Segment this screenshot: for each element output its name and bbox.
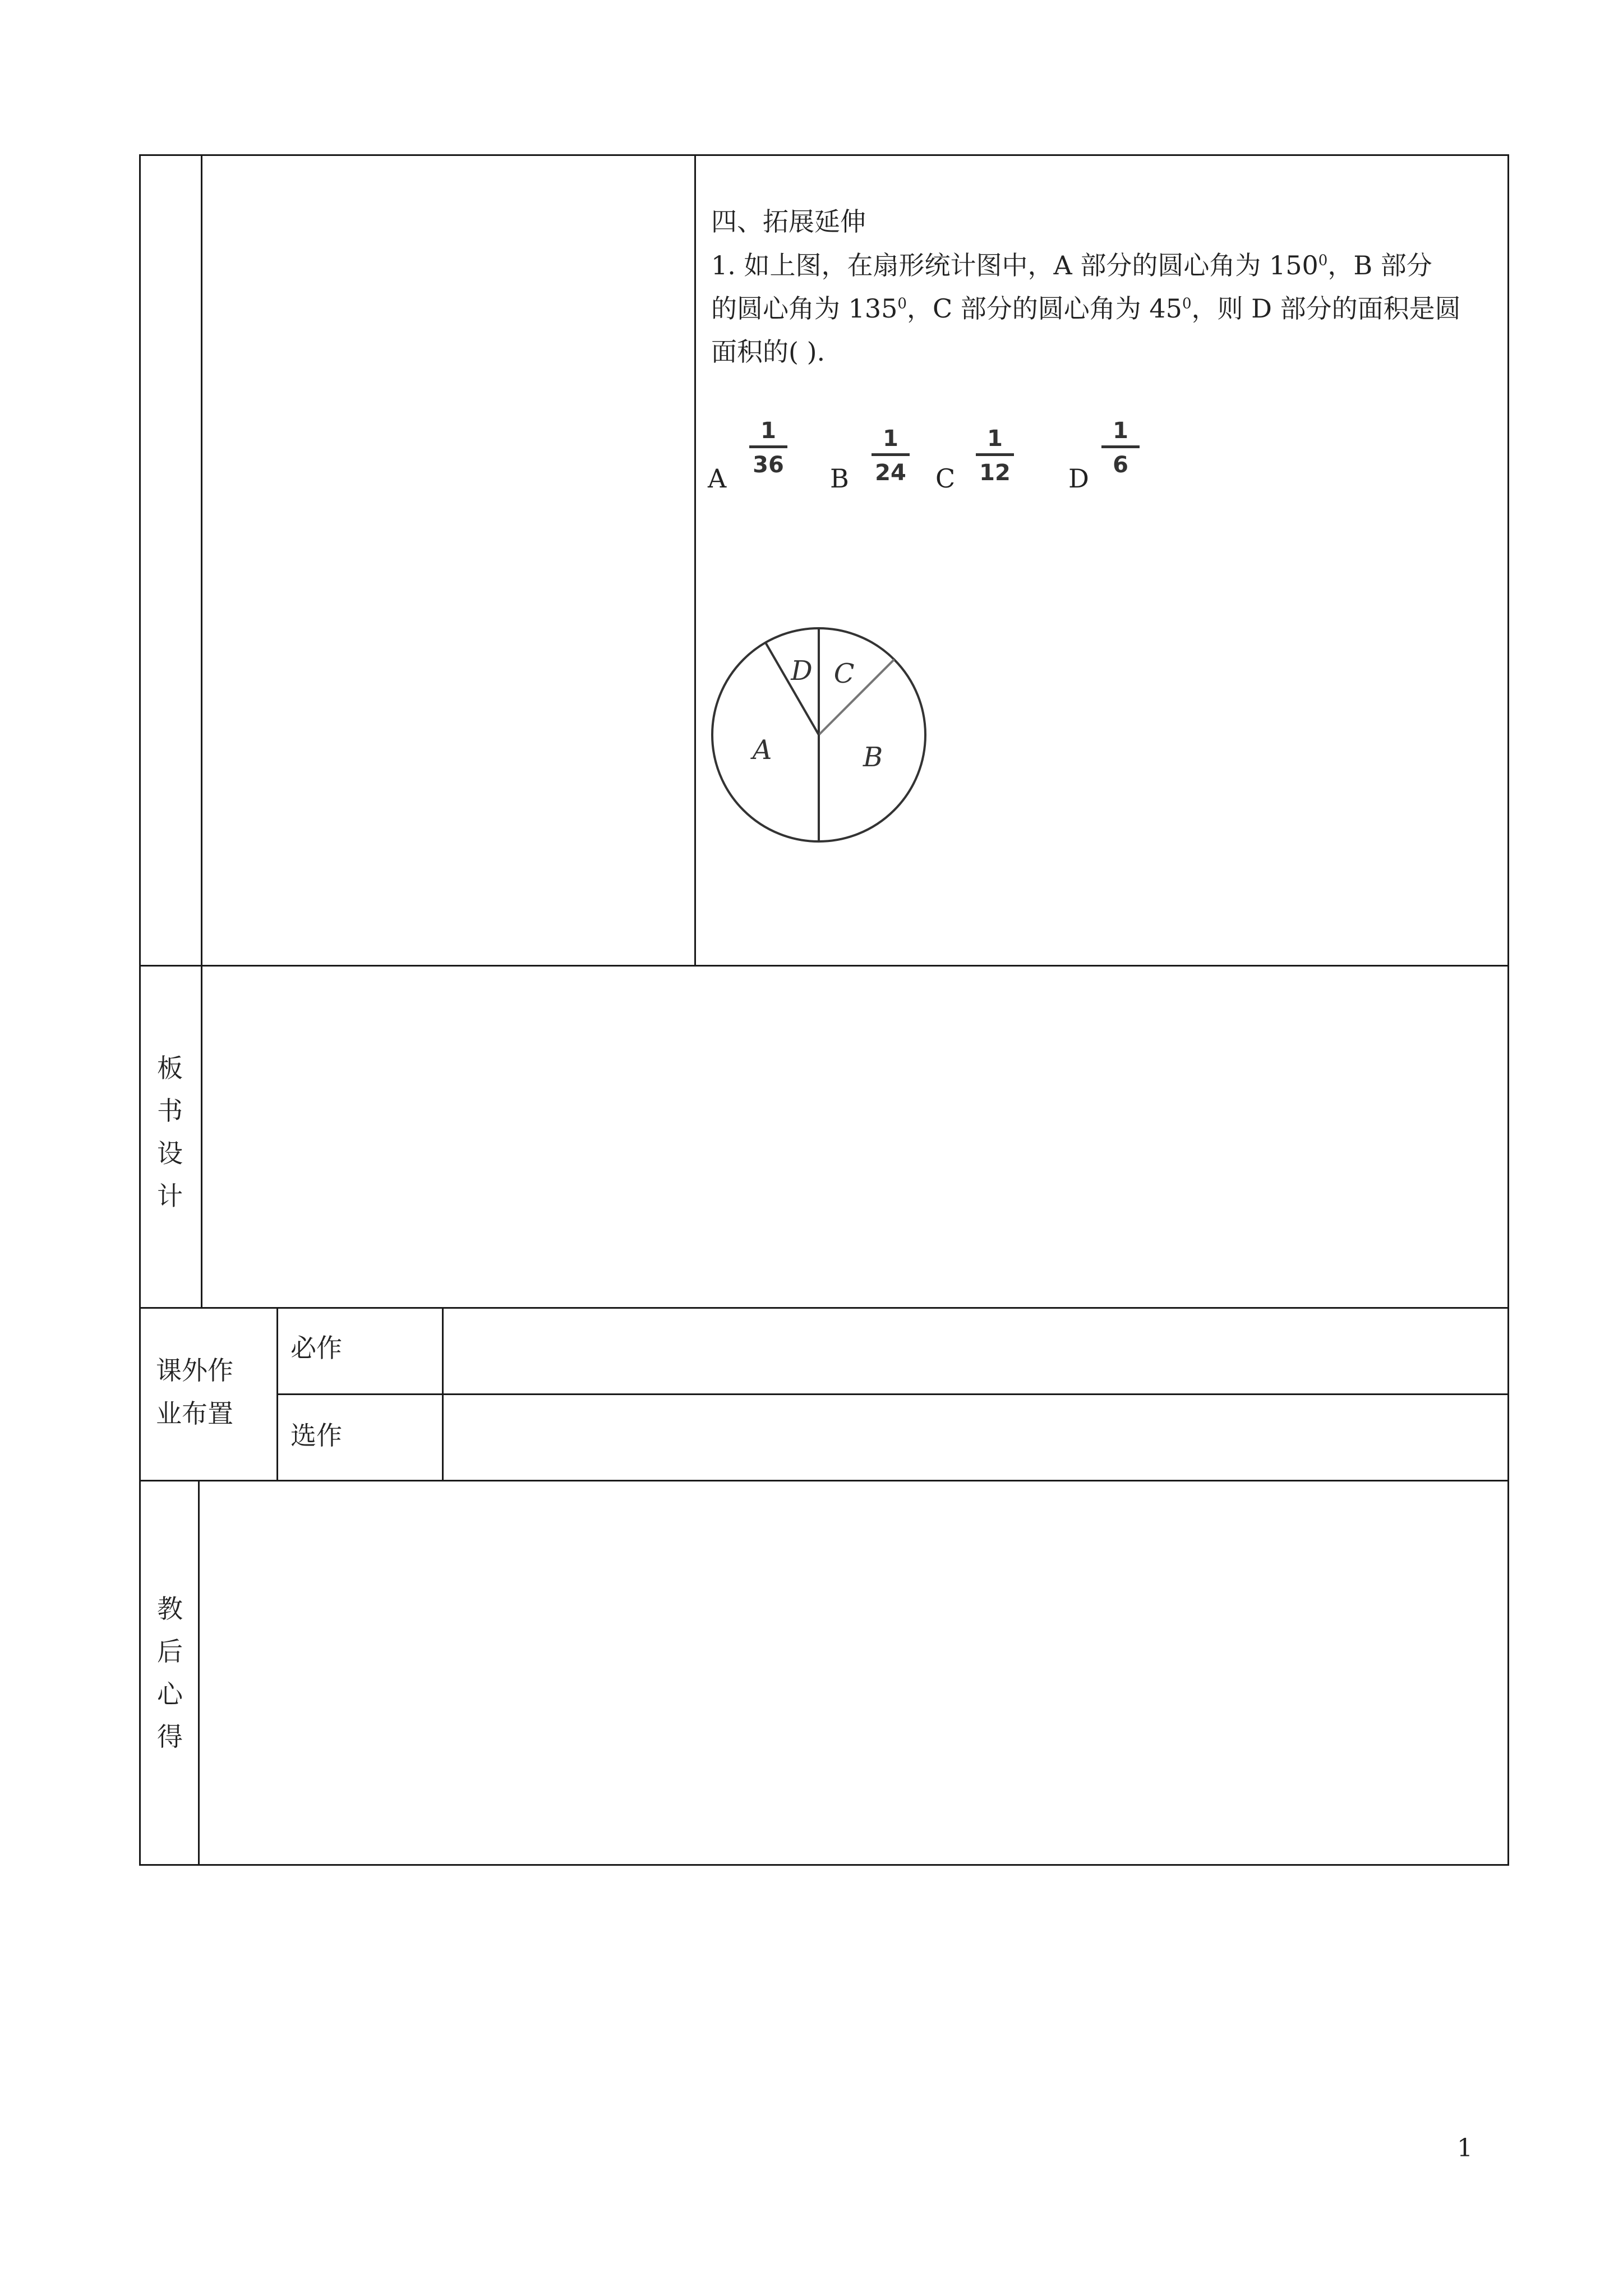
label-char: 计 bbox=[157, 1181, 183, 1211]
question-text: ，B 部分 bbox=[1327, 250, 1432, 280]
pie-chart bbox=[701, 620, 937, 855]
fraction-bar bbox=[976, 453, 1014, 456]
fraction-numerator: 1 bbox=[987, 426, 1003, 452]
fraction-numerator: 1 bbox=[1113, 418, 1128, 444]
table-left-border bbox=[139, 154, 141, 1866]
option-b-fraction bbox=[868, 426, 913, 485]
table-bottom-border bbox=[139, 1864, 1509, 1866]
label-char: 得 bbox=[157, 1722, 183, 1752]
question-text: ，C 部分的圆心角为 45 bbox=[906, 293, 1182, 324]
option-a-letter: A bbox=[708, 463, 727, 494]
degree-mark: 0 bbox=[897, 295, 907, 312]
table-right-border bbox=[1507, 154, 1509, 1866]
row-divider-3 bbox=[139, 1480, 1507, 1481]
degree-mark: 0 bbox=[1318, 252, 1328, 269]
extension-heading: 四、拓展延伸 bbox=[711, 206, 866, 237]
fraction-bar bbox=[872, 453, 910, 456]
label-char: 书 bbox=[157, 1096, 183, 1126]
col-divider-label-bottom bbox=[198, 1480, 200, 1866]
pie-slice-label-b: B bbox=[863, 741, 883, 773]
question-line-3 bbox=[711, 339, 825, 365]
fraction-bar bbox=[1101, 445, 1140, 448]
degree-mark: 0 bbox=[1182, 295, 1192, 312]
col-divider-homework-label bbox=[276, 1307, 278, 1481]
pie-slice-label-d: D bbox=[791, 655, 813, 687]
label-char: 设 bbox=[157, 1138, 183, 1168]
col-divider-homework-type bbox=[442, 1307, 444, 1481]
fraction-denominator: 6 bbox=[1113, 452, 1128, 478]
homework-label-line-1: 课外作 bbox=[156, 1355, 233, 1386]
homework-optional-label: 选作 bbox=[291, 1420, 342, 1451]
homework-required-label: 必作 bbox=[291, 1333, 342, 1363]
fraction-bar bbox=[749, 445, 787, 448]
question-line-1 bbox=[711, 252, 1432, 278]
reflection-label bbox=[153, 1588, 187, 1758]
option-a-fraction bbox=[746, 418, 791, 477]
fraction-denominator: 24 bbox=[875, 460, 906, 486]
question-text: 面积的( ). bbox=[711, 337, 826, 367]
page-number: 1 bbox=[1457, 2134, 1473, 2162]
option-d-fraction bbox=[1098, 418, 1143, 477]
col-divider-middle bbox=[694, 154, 696, 967]
col-divider-label-top bbox=[201, 154, 202, 1309]
question-text: 1. 如上图，在扇形统计图中，A 部分的圆心角为 150 bbox=[711, 250, 1318, 280]
table-top-border bbox=[139, 154, 1507, 156]
label-char: 后 bbox=[157, 1636, 183, 1667]
homework-label-line-2: 业布置 bbox=[156, 1398, 233, 1429]
question-text: ，则 D 部分的面积是圆 bbox=[1191, 293, 1461, 324]
row-divider-homework-mid bbox=[276, 1393, 1507, 1395]
pie-radius-line bbox=[819, 660, 894, 735]
pie-slice-label-c: C bbox=[833, 658, 855, 690]
question-line-2 bbox=[711, 293, 1461, 324]
row-divider-1 bbox=[139, 965, 1507, 967]
row-divider-2 bbox=[139, 1307, 1507, 1309]
option-d-letter: D bbox=[1068, 463, 1089, 494]
option-b-letter: B bbox=[830, 463, 849, 494]
pie-slice-label-a: A bbox=[752, 734, 772, 766]
label-char: 教 bbox=[157, 1594, 183, 1624]
fraction-numerator: 1 bbox=[760, 418, 776, 444]
option-c-fraction bbox=[972, 426, 1017, 485]
option-c-letter: C bbox=[935, 463, 956, 494]
board-design-label bbox=[153, 1047, 187, 1217]
question-text: 的圆心角为 135 bbox=[711, 293, 898, 324]
fraction-denominator: 12 bbox=[979, 460, 1011, 486]
fraction-denominator: 36 bbox=[753, 452, 784, 478]
fraction-numerator: 1 bbox=[883, 426, 898, 452]
label-char: 心 bbox=[157, 1679, 183, 1709]
label-char: 板 bbox=[157, 1053, 183, 1083]
